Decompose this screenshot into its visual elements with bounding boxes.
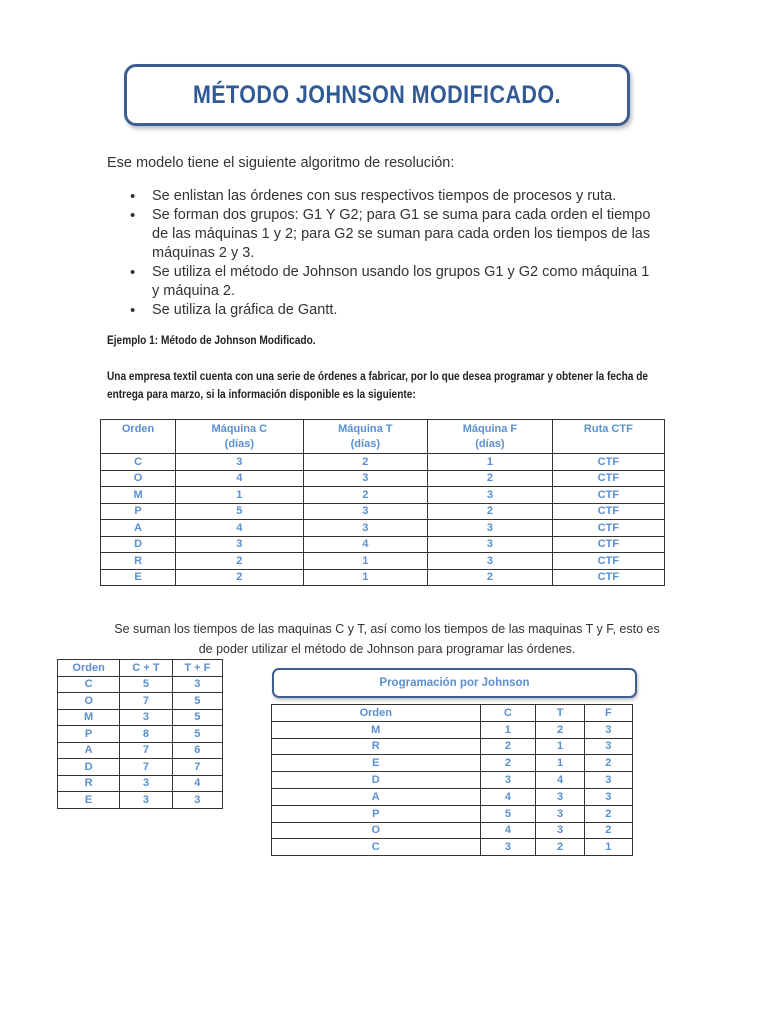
table-row bbox=[272, 738, 633, 755]
table-row bbox=[58, 742, 223, 759]
column-header: Orden bbox=[101, 420, 176, 454]
table-row bbox=[101, 536, 665, 553]
table-cell: 3 bbox=[536, 788, 584, 805]
table-cell: O bbox=[58, 693, 120, 710]
table-cell: 2 bbox=[428, 503, 553, 520]
table-cell: 2 bbox=[303, 454, 428, 471]
table-row bbox=[101, 503, 665, 520]
column-header: C bbox=[480, 705, 536, 722]
example-description: Una empresa textil cuenta con una serie de órdenes a fabricar, por lo que desea programar y obtener la fecha de entrega para marzo, si la información disponible es la siguiente: bbox=[107, 371, 649, 401]
table-cell: R bbox=[101, 553, 176, 570]
table-row bbox=[101, 454, 665, 471]
johnson-schedule-title: Programación por Johnson bbox=[272, 668, 637, 698]
table-cell: 2 bbox=[428, 470, 553, 487]
table-cell: CTF bbox=[552, 503, 664, 520]
table-cell: C bbox=[58, 676, 120, 693]
table-cell: 8 bbox=[120, 726, 173, 743]
table-cell: E bbox=[58, 792, 120, 809]
column-header: T + F bbox=[172, 660, 222, 677]
table-cell: D bbox=[101, 536, 176, 553]
table-cell: 3 bbox=[172, 792, 222, 809]
table-cell: P bbox=[101, 503, 176, 520]
table-cell: A bbox=[272, 788, 481, 805]
table-cell: 3 bbox=[536, 805, 584, 822]
table-cell: 5 bbox=[172, 693, 222, 710]
table-cell: 3 bbox=[428, 487, 553, 504]
table-header-row bbox=[101, 420, 665, 454]
column-header: Ruta CTF bbox=[552, 420, 664, 454]
table-row bbox=[58, 775, 223, 792]
table-cell: 3 bbox=[120, 775, 173, 792]
table-cell: 2 bbox=[428, 569, 553, 586]
table-row bbox=[272, 755, 633, 772]
column-header: Máquina F (días) bbox=[428, 420, 553, 454]
table-cell: 1 bbox=[480, 721, 536, 738]
table-cell: 3 bbox=[480, 839, 536, 856]
table-header-row bbox=[58, 660, 223, 677]
table-cell: R bbox=[58, 775, 120, 792]
table-cell: 3 bbox=[303, 503, 428, 520]
table-row bbox=[101, 569, 665, 586]
table-cell: 2 bbox=[584, 805, 632, 822]
table-cell: 2 bbox=[584, 755, 632, 772]
table-row bbox=[58, 709, 223, 726]
table-cell: 3 bbox=[120, 709, 173, 726]
table-cell: D bbox=[58, 759, 120, 776]
table-row bbox=[58, 693, 223, 710]
table-cell: 1 bbox=[176, 487, 303, 504]
table-row bbox=[272, 822, 633, 839]
table-cell: 2 bbox=[584, 822, 632, 839]
sum-explanation: Se suman los tiempos de las maquinas C y T, así como los tiempos de las maquinas T y F, esto es de poder utilizar el método de Johnson para programar las órdenes. bbox=[114, 622, 660, 656]
table-cell: A bbox=[58, 742, 120, 759]
list-item: • Se utiliza la gráfica de Gantt. bbox=[130, 301, 660, 320]
table-cell: 7 bbox=[120, 759, 173, 776]
column-header: Máquina C (días) bbox=[176, 420, 303, 454]
table-row bbox=[272, 721, 633, 738]
table-cell: 4 bbox=[176, 520, 303, 537]
table-cell: 2 bbox=[536, 721, 584, 738]
table-cell: 1 bbox=[303, 553, 428, 570]
table-header-row bbox=[272, 705, 633, 722]
table-cell: 5 bbox=[172, 709, 222, 726]
table-cell: 3 bbox=[428, 520, 553, 537]
table-cell: 2 bbox=[303, 487, 428, 504]
table-cell: 3 bbox=[584, 721, 632, 738]
table-row bbox=[272, 805, 633, 822]
table-cell: CTF bbox=[552, 454, 664, 471]
table-cell: 3 bbox=[176, 536, 303, 553]
column-header: F bbox=[584, 705, 632, 722]
table-cell: E bbox=[272, 755, 481, 772]
list-item: • Se forman dos grupos: G1 Y G2; para G1 se suma para cada orden el tiempo de las máquinas 1 y 2; para G2 se suman para cada orden los tiempos de las máquinas 2 y 3. bbox=[130, 206, 660, 263]
table-row bbox=[58, 759, 223, 776]
table-row bbox=[101, 470, 665, 487]
table-cell: 4 bbox=[536, 772, 584, 789]
table-cell: 5 bbox=[176, 503, 303, 520]
table-cell: 2 bbox=[480, 738, 536, 755]
table-cell: 7 bbox=[172, 759, 222, 776]
table-cell: 4 bbox=[303, 536, 428, 553]
table-row bbox=[272, 788, 633, 805]
list-item: • Se enlistan las órdenes con sus respectivos tiempos de procesos y ruta. bbox=[130, 187, 660, 206]
table-cell: 3 bbox=[584, 772, 632, 789]
table-cell: D bbox=[272, 772, 481, 789]
table-cell: O bbox=[272, 822, 481, 839]
table-cell: 5 bbox=[120, 676, 173, 693]
table-cell: 3 bbox=[584, 788, 632, 805]
table-cell: CTF bbox=[552, 569, 664, 586]
table-row bbox=[58, 676, 223, 693]
table-cell: C bbox=[101, 454, 176, 471]
table-cell: 1 bbox=[584, 839, 632, 856]
table-cell: E bbox=[101, 569, 176, 586]
table-cell: 4 bbox=[176, 470, 303, 487]
table-row bbox=[101, 553, 665, 570]
table-cell: P bbox=[272, 805, 481, 822]
table-row bbox=[58, 792, 223, 809]
table-cell: 3 bbox=[536, 822, 584, 839]
column-header: T bbox=[536, 705, 584, 722]
table-cell: 7 bbox=[120, 742, 173, 759]
page-title: MÉTODO JOHNSON MODIFICADO. bbox=[193, 80, 561, 109]
sums-table bbox=[57, 659, 223, 809]
table-cell: 2 bbox=[176, 569, 303, 586]
table-cell: A bbox=[101, 520, 176, 537]
title-box bbox=[124, 64, 630, 126]
table-cell: 4 bbox=[480, 788, 536, 805]
column-header: C + T bbox=[120, 660, 173, 677]
column-header: Orden bbox=[272, 705, 481, 722]
table-cell: 6 bbox=[172, 742, 222, 759]
table-cell: 1 bbox=[536, 738, 584, 755]
table-cell: 2 bbox=[536, 839, 584, 856]
table-cell: CTF bbox=[552, 487, 664, 504]
table-cell: 3 bbox=[120, 792, 173, 809]
johnson-schedule-table bbox=[271, 704, 633, 856]
table-row bbox=[101, 520, 665, 537]
table-cell: 1 bbox=[536, 755, 584, 772]
table-cell: 1 bbox=[428, 454, 553, 471]
table-cell: 3 bbox=[176, 454, 303, 471]
table-cell: M bbox=[272, 721, 481, 738]
table-cell: R bbox=[272, 738, 481, 755]
table-row bbox=[101, 487, 665, 504]
table-cell: 3 bbox=[172, 676, 222, 693]
table-cell: 3 bbox=[303, 520, 428, 537]
table-row bbox=[58, 726, 223, 743]
orders-table bbox=[100, 419, 665, 586]
table-cell: CTF bbox=[552, 553, 664, 570]
table-cell: 1 bbox=[303, 569, 428, 586]
intro-text: Ese modelo tiene el siguiente algoritmo de resolución: bbox=[107, 155, 455, 171]
table-row bbox=[272, 772, 633, 789]
table-cell: 5 bbox=[480, 805, 536, 822]
table-cell: 3 bbox=[480, 772, 536, 789]
table-cell: CTF bbox=[552, 470, 664, 487]
table-cell: M bbox=[101, 487, 176, 504]
table-row bbox=[272, 839, 633, 856]
column-header: Orden bbox=[58, 660, 120, 677]
table-cell: 5 bbox=[172, 726, 222, 743]
table-cell: M bbox=[58, 709, 120, 726]
table-cell: 3 bbox=[303, 470, 428, 487]
table-cell: CTF bbox=[552, 536, 664, 553]
table-cell: 3 bbox=[584, 738, 632, 755]
column-header: Máquina T (días) bbox=[303, 420, 428, 454]
table-cell: 2 bbox=[480, 755, 536, 772]
table-cell: 4 bbox=[480, 822, 536, 839]
list-item: • Se utiliza el método de Johnson usando los grupos G1 y G2 como máquina 1 y máquina 2. bbox=[130, 263, 660, 301]
table-cell: O bbox=[101, 470, 176, 487]
table-cell: CTF bbox=[552, 520, 664, 537]
example-title: Ejemplo 1: Método de Johnson Modificado. bbox=[107, 335, 316, 347]
table-cell: C bbox=[272, 839, 481, 856]
table-cell: 3 bbox=[428, 536, 553, 553]
table-cell: 2 bbox=[176, 553, 303, 570]
table-cell: 7 bbox=[120, 693, 173, 710]
algorithm-list bbox=[130, 187, 660, 320]
table-cell: P bbox=[58, 726, 120, 743]
table-cell: 3 bbox=[428, 553, 553, 570]
table-cell: 4 bbox=[172, 775, 222, 792]
